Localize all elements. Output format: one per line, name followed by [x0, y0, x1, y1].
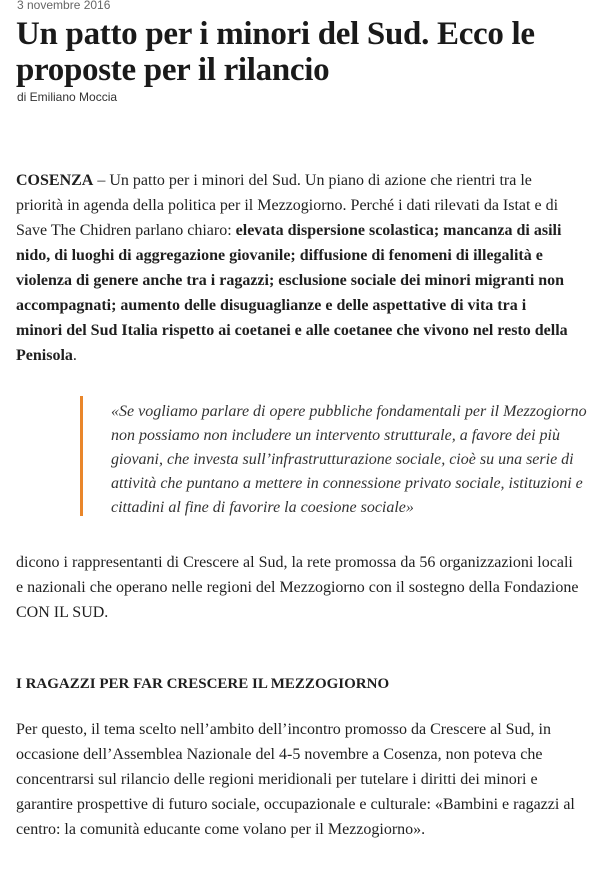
intro-highlight: elevata dispersione scolastica; mancanza di asili nido, di luoghi di aggregazione giovanile; diffusione di fenomeni di illegalità e violenza di genere anche tra i ragazzi; esclusione sociale dei minori migranti non accompagnati; aumento delle disuguaglianze e delle aspettative di vita tra i minori del Sud Italia rispetto ai coetanei e alle coetanee che vivono nel resto della Penisola [16, 222, 568, 364]
article-title: Un patto per i minori del Sud. Ecco le proposte per il rilancio [16, 16, 535, 88]
section-heading: I RAGAZZI PER FAR CRESCERE IL MEZZOGIORNO [16, 676, 390, 692]
article-date: 3 novembre 2016 [17, 0, 111, 12]
final-paragraph: Per questo, il tema scelto nell’ambito dell’incontro promosso da Crescere al Sud, in occasione dell’Assemblea Nazionale del 4-5 novembre a Cosenza, non poteva che concentrarsi sul rilancio delle regioni meridionali per tutelare i diritti dei minori e garantire prospettive di futuro sociale, occupazionale e culturale: «Bambini e ragazzi al centro: la comunità educante come volano per il Mezzogiorno». [16, 721, 575, 838]
article-byline: di Emiliano Moccia [17, 90, 118, 104]
after-quote-container [16, 550, 581, 625]
dateline-city: COSENZA [16, 172, 94, 189]
intro-paragraph [16, 168, 576, 368]
pull-quote-text: «Se vogliamo parlare di opere pubbliche fondamentali per il Mezzogiorno non possiamo non includere un intervento strutturale, a favore dei più giovani, che investa sull’infrastrutturazione sociale, cioè su una serie di attività che puntano a mettere in connessione privato sociale, istituzioni e cittadini al fine di favorire la coesione sociale» [111, 403, 587, 516]
intro-end: . [72, 347, 77, 364]
intro-paragraph-container [16, 168, 576, 368]
pull-quote [80, 396, 597, 516]
final-paragraph-container [16, 717, 576, 842]
intro-text: – Un patto per i minori del Sud. Un piano di azione che rientri tra le priorità in agenda della politica per il Mezzogiorno. Perché i dati rilevati da Istat e di Save The Chidren parlano chiaro: [16, 172, 559, 239]
after-quote-paragraph: dicono i rappresentanti di Crescere al Sud, la rete promossa da 56 organizzazioni locali e nazionali che operano nelle regioni del Mezzogiorno con il sostegno della Fondazione CON IL SUD. [16, 554, 579, 621]
